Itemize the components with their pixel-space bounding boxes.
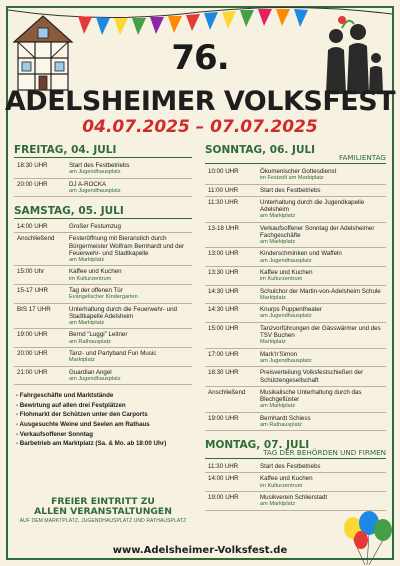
event-time: 17:00 UHR bbox=[208, 350, 239, 358]
event-row bbox=[14, 348, 192, 367]
event-time: 15:00 UHR bbox=[208, 324, 239, 332]
event-row bbox=[14, 221, 192, 233]
day-heading-saturday bbox=[14, 205, 192, 219]
event-location: Marktplatz bbox=[260, 294, 286, 301]
event-time: 13-18 UHR bbox=[208, 224, 239, 232]
event-row bbox=[14, 266, 192, 285]
event-row bbox=[205, 367, 386, 386]
event-time: 18:30 UHR bbox=[17, 162, 48, 169]
event-row bbox=[205, 323, 386, 349]
event-time: 19:00 UHR bbox=[208, 414, 239, 422]
event-time: 19:00 UHR bbox=[208, 493, 239, 501]
event-row bbox=[205, 185, 386, 197]
highlight-item: - Ausgesuchte Weine und Seelen am Rathaus bbox=[16, 421, 150, 429]
event-time: 15-17 UHR bbox=[17, 287, 48, 295]
event-row bbox=[205, 473, 386, 492]
day-title: FREITAG, 04. JULI bbox=[14, 144, 117, 156]
event-row bbox=[205, 166, 386, 185]
sunday-events bbox=[205, 166, 386, 431]
event-location: am Marktplatz bbox=[260, 213, 296, 220]
highlight-item: - Fahrgeschäfte und Marktstände bbox=[16, 392, 114, 400]
balloons-illustration bbox=[339, 510, 394, 565]
festival-dates: 04.07.2025 – 07.07.2025 bbox=[82, 117, 318, 137]
event-time: 11:30 UHR bbox=[208, 463, 239, 471]
right-column bbox=[205, 144, 386, 511]
event-row bbox=[14, 367, 192, 386]
event-location: am Marktplatz bbox=[260, 239, 296, 246]
event-desc: Tag der offenen Tür bbox=[69, 287, 123, 295]
day-title: MONTAG, 07. JULI bbox=[205, 439, 310, 452]
event-time: 14:30 UHR bbox=[208, 287, 239, 295]
event-desc: Großer Festumzug bbox=[69, 223, 121, 231]
event-desc: Kinderschminken und Waffeln bbox=[260, 250, 342, 258]
event-row bbox=[14, 179, 192, 198]
event-time: 15:00 Uhr bbox=[17, 268, 45, 276]
event-desc: Festeröffnung mit Bieranstich durch Bürgermeister Wolfram Bernhardt und der Feuerwehr- und Stadtkapelle bbox=[69, 235, 185, 257]
event-desc: DJ A-ROCKA bbox=[69, 180, 107, 188]
highlight-item: - Bewirtung auf allen drei Festplätzen bbox=[16, 401, 126, 409]
day-title: SONNTAG, 06. JULI bbox=[205, 144, 316, 156]
friday-events bbox=[14, 160, 192, 197]
event-desc: Tanzvorführungen der Gässwärmer und des TSV Buchen bbox=[260, 324, 381, 340]
highlight-item: - Flohmarkt der Schützen unter den Carports bbox=[16, 411, 148, 419]
event-desc: Knurps Puppentheater bbox=[260, 306, 322, 314]
event-desc: Kaffee und Kuchen bbox=[260, 269, 313, 277]
event-time: 20:00 UHR bbox=[17, 180, 48, 188]
event-desc: Schulchor der Martin-von-Adelsheim Schule bbox=[260, 287, 381, 295]
day-heading-sunday bbox=[205, 144, 386, 164]
day-title: SAMSTAG, 05. JULI bbox=[14, 205, 124, 218]
event-desc: Unterhaltung durch die Feuerwehr- und Stadtkapelle Adelsheim bbox=[69, 305, 178, 320]
event-row bbox=[205, 349, 386, 368]
event-location: am Marktplatz bbox=[69, 320, 105, 327]
event-time: 11:00 UHR bbox=[208, 186, 239, 194]
day-subtitle: FAMILIENTAG bbox=[339, 153, 386, 162]
event-time: 20:00 UHR bbox=[17, 350, 48, 358]
event-desc: Kaffee und Kuchen bbox=[69, 268, 122, 276]
event-location: im Kulturzentrum bbox=[69, 275, 112, 282]
monday-events bbox=[205, 461, 386, 510]
event-row bbox=[205, 267, 386, 286]
event-location: am Jugendhausplatz bbox=[69, 169, 121, 176]
event-location: Marktplatz bbox=[260, 339, 286, 346]
event-desc: Mark'n'Simon bbox=[260, 350, 298, 358]
event-desc: Guardian Angel bbox=[69, 368, 112, 376]
event-time: 14:00 UHR bbox=[17, 223, 48, 231]
event-location: am Marktplatz bbox=[260, 501, 296, 508]
event-location: im Kulturzentrum bbox=[260, 482, 303, 489]
event-row bbox=[14, 160, 192, 179]
free-entry-line1: FREIER EINTRITT ZU bbox=[51, 496, 155, 507]
event-location: am Jugendhausplatz bbox=[69, 187, 121, 194]
event-location: Marktplatz bbox=[69, 357, 95, 364]
day-subtitle: TAG DER BEHÖRDEN UND FIRMEN bbox=[263, 448, 386, 458]
event-desc: Preisverteilung Volksfestschießen der Schützengesellschaft bbox=[260, 369, 364, 384]
event-row bbox=[205, 197, 386, 223]
event-desc: Bernhardt Schiess bbox=[260, 414, 311, 422]
event-location: am Jugendhausplatz bbox=[260, 313, 312, 320]
event-desc: Start des Festbetriebs bbox=[260, 186, 321, 194]
event-desc: Verkaufsoffener Sonntag der Adelsheimer Fachgeschäfte bbox=[260, 224, 375, 239]
event-time: 10:00 UHR bbox=[208, 168, 239, 175]
saturday-events bbox=[14, 221, 192, 385]
event-desc: Start des Festbetriebs bbox=[69, 162, 130, 169]
event-desc: Musikalische Unterhaltung durch das Blechgeflüster bbox=[260, 388, 362, 403]
event-location: im Kulturzentrum bbox=[260, 276, 303, 283]
event-row bbox=[205, 461, 386, 473]
event-location: am Marktplatz bbox=[69, 257, 105, 264]
highlight-item: - Barbetrieb am Marktplatz (Sa. & Mo. ab 18:00 Uhr) bbox=[16, 440, 167, 448]
day-heading-friday bbox=[14, 144, 192, 158]
event-desc: Ökumenischer Gottesdienst bbox=[260, 168, 337, 175]
event-time: 19:00 UHR bbox=[17, 331, 48, 339]
event-row bbox=[14, 329, 192, 348]
event-time: 13:00 UHR bbox=[208, 250, 239, 258]
event-row bbox=[205, 304, 386, 323]
event-time: 14:30 UHR bbox=[208, 306, 239, 314]
event-time: Anschließend bbox=[17, 235, 55, 243]
free-entry-line2: ALLEN VERANSTALTUNGEN bbox=[34, 506, 172, 517]
event-location: am Marktplatz bbox=[260, 403, 296, 410]
event-row bbox=[205, 248, 386, 267]
event-location: am Jugendhausplatz bbox=[260, 357, 312, 364]
edition-number: 76. bbox=[171, 38, 229, 78]
event-time: 18:30 UHR bbox=[208, 369, 239, 377]
highlight-item: - Verkaufsoffener Sonntag bbox=[16, 430, 94, 438]
event-desc: Musikverein Schlierstadt bbox=[260, 493, 328, 501]
event-location: am Rathausplatz bbox=[69, 338, 111, 345]
event-desc: Tanz- und Partyband Fun Music bbox=[69, 350, 157, 358]
event-row bbox=[205, 413, 386, 432]
highlights-list bbox=[14, 391, 192, 449]
event-desc: Bernd "Luggi" Leitner bbox=[69, 331, 128, 339]
website-link[interactable]: www.Adelsheimer-Volksfest.de bbox=[112, 545, 288, 556]
event-location: am Jugendhausplatz bbox=[260, 257, 312, 264]
event-row bbox=[205, 387, 386, 413]
event-time: 14:00 UHR bbox=[208, 475, 239, 483]
event-time: 11:30 UHR bbox=[208, 198, 239, 206]
left-column bbox=[14, 144, 192, 449]
event-row bbox=[205, 223, 386, 249]
event-row bbox=[14, 304, 192, 330]
free-entry-locations: AUF DEM MARKTPLATZ, JUGENDHAUSPLATZ UND RATHAUSPLATZ bbox=[19, 518, 187, 524]
event-location: am Rathausplatz bbox=[260, 421, 302, 428]
event-desc: Kaffee und Kuchen bbox=[260, 475, 313, 483]
day-heading-monday bbox=[205, 439, 386, 459]
event-location: im Festzelt am Marktplatz bbox=[260, 175, 324, 182]
event-desc: Start des Festbetriebs bbox=[260, 463, 321, 471]
event-time: BIS 17 UHR bbox=[17, 305, 51, 313]
event-desc: Unterhaltung durch die Jugendkapelle Adelsheim bbox=[260, 198, 365, 214]
festival-title: ADELSHEIMER VOLKSFEST bbox=[4, 86, 396, 117]
event-location: Evangelischer Kindergarten bbox=[69, 294, 138, 301]
event-time: 21:00 UHR bbox=[17, 368, 48, 376]
event-row bbox=[14, 233, 192, 266]
event-time: 13:30 UHR bbox=[208, 269, 239, 277]
event-row bbox=[205, 492, 386, 511]
event-location: am Jugendhausplatz bbox=[69, 375, 121, 382]
free-entry-banner bbox=[14, 497, 192, 517]
event-row bbox=[14, 285, 192, 304]
event-row bbox=[205, 286, 386, 305]
event-time: Anschließend bbox=[208, 388, 246, 396]
